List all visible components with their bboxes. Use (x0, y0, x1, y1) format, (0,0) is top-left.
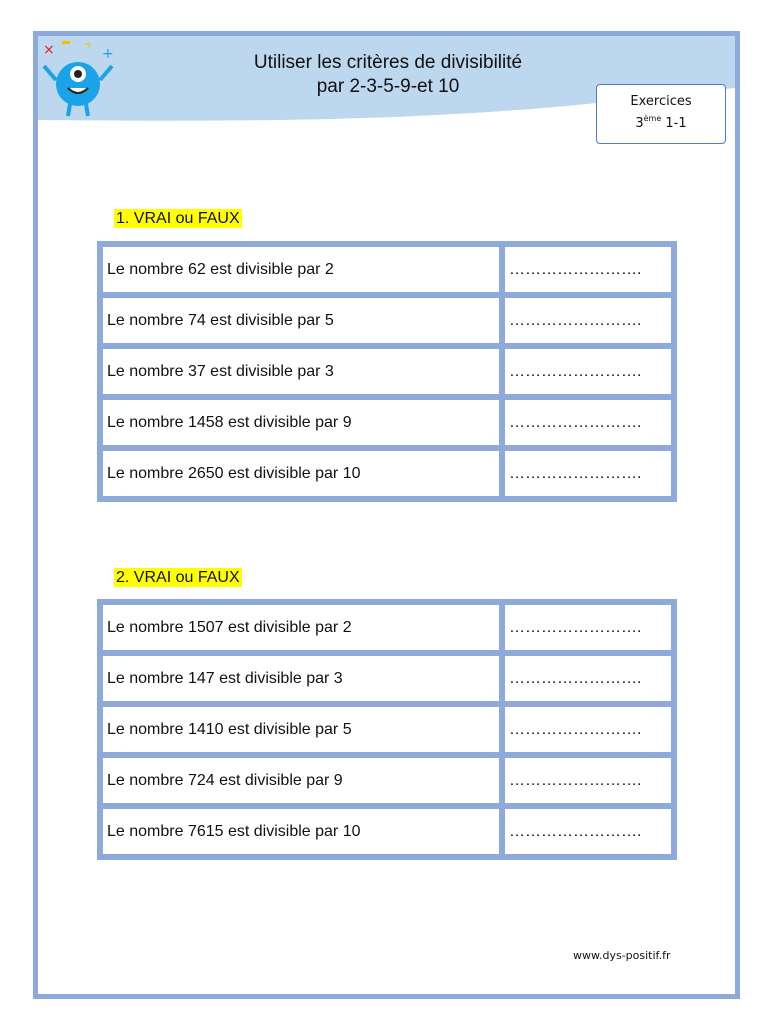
answer-cell[interactable]: ……………………. (505, 707, 671, 752)
section-2-table (97, 599, 677, 860)
statement-cell: Le nombre 1410 est divisible par 5 (103, 707, 499, 752)
answer-cell[interactable]: ……………………. (505, 758, 671, 803)
section-2-heading-text: 2. VRAI ou FAUX (116, 569, 240, 586)
answer-cell[interactable]: ……………………. (505, 400, 671, 445)
table-row (103, 758, 671, 803)
section-1-table (97, 241, 677, 502)
statement-cell: Le nombre 1458 est divisible par 9 (103, 400, 499, 445)
answer-cell[interactable]: ……………………. (505, 451, 671, 496)
statement-cell: Le nombre 724 est divisible par 9 (103, 758, 499, 803)
svg-text:+: + (102, 46, 114, 62)
svg-text:÷: ÷ (84, 38, 94, 51)
tag-ref: 1-1 (665, 116, 687, 131)
section-1-heading (114, 210, 242, 228)
statement-cell: Le nombre 7615 est divisible par 10 (103, 809, 499, 854)
table-row (103, 809, 671, 854)
answer-cell[interactable]: ……………………. (505, 656, 671, 701)
section-1-heading-text: 1. VRAI ou FAUX (116, 210, 240, 227)
statement-cell: Le nombre 62 est divisible par 2 (103, 247, 499, 292)
answer-cell[interactable]: ……………………. (505, 298, 671, 343)
page-title (188, 51, 588, 99)
table-row (103, 656, 671, 701)
table-row (103, 247, 671, 292)
svg-text:×: × (43, 42, 55, 58)
answer-cell[interactable]: ……………………. (505, 809, 671, 854)
table-row (103, 707, 671, 752)
worksheet-frame (33, 31, 740, 999)
answer-cell[interactable]: ……………………. (505, 349, 671, 394)
table-row (103, 349, 671, 394)
statement-cell: Le nombre 2650 est divisible par 10 (103, 451, 499, 496)
table-row (103, 605, 671, 650)
exercise-tag (596, 84, 726, 144)
tag-grade-line (597, 110, 725, 132)
tag-grade: 3 (635, 116, 644, 131)
mascot-icon (38, 36, 123, 121)
section-2-heading (114, 569, 242, 587)
answer-cell[interactable]: ……………………. (505, 247, 671, 292)
title-line-1: Utiliser les critères de divisibilité (253, 52, 523, 73)
statement-cell: Le nombre 37 est divisible par 3 (103, 349, 499, 394)
statement-cell: Le nombre 74 est divisible par 5 (103, 298, 499, 343)
statement-cell: Le nombre 1507 est divisible par 2 (103, 605, 499, 650)
tag-grade-sup: ème (643, 114, 662, 123)
table-row (103, 298, 671, 343)
table-row (103, 451, 671, 496)
site-url: www.dys-positif.fr (573, 949, 671, 962)
title-line-2: par 2-3-5-9-et 10 (316, 76, 460, 97)
statement-cell: Le nombre 147 est divisible par 3 (103, 656, 499, 701)
answer-cell[interactable]: ……………………. (505, 605, 671, 650)
tag-label: Exercices (630, 94, 692, 109)
table-row (103, 400, 671, 445)
